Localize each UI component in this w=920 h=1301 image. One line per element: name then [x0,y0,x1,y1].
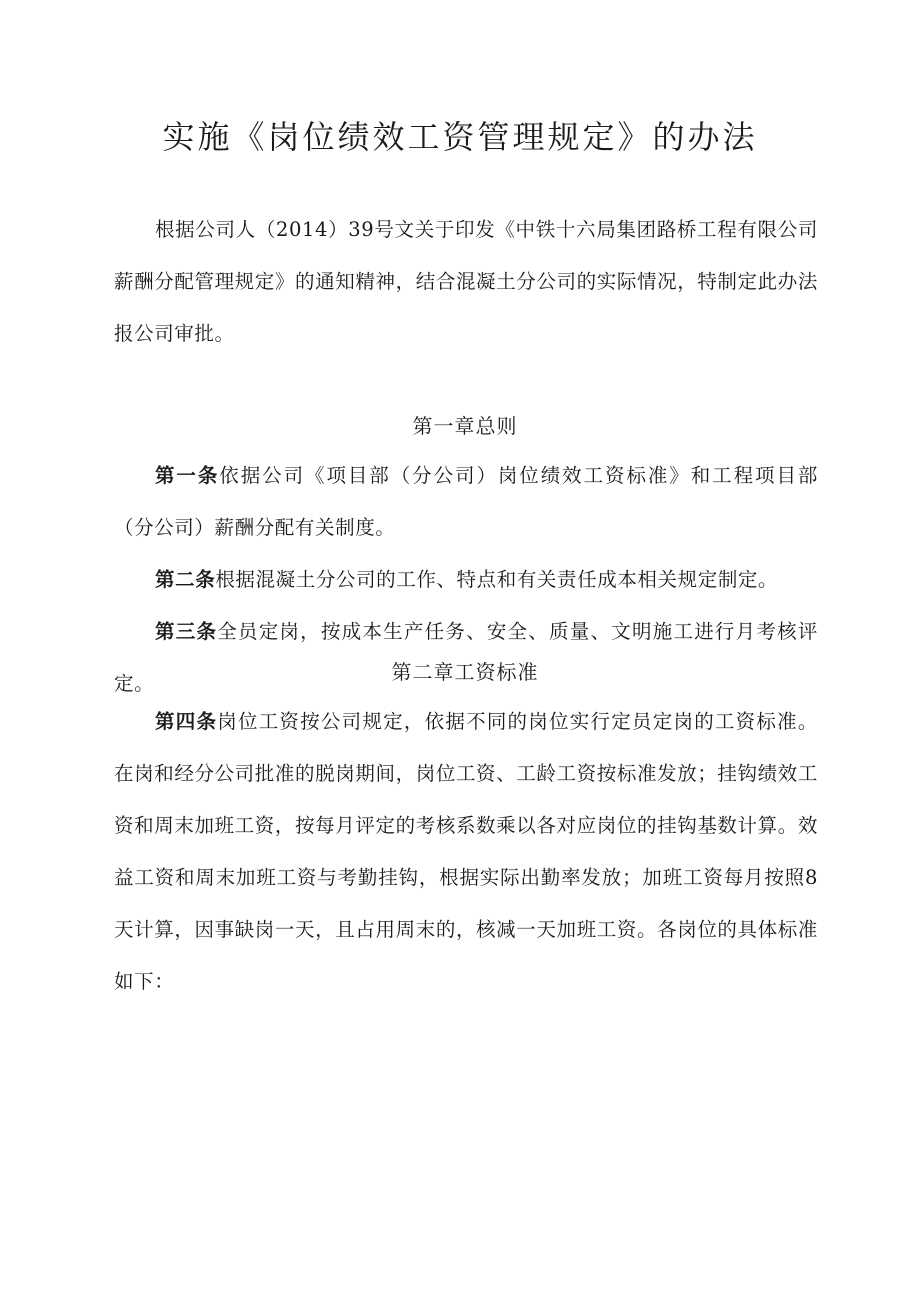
article-2-label: 第二条 [155,568,216,591]
article-4-text: 岗位工资按公司规定，依据不同的岗位实行定员定岗的工资标准。在岗和经分公司批准的脱岗期间，岗位工资、工龄工资按标准发放；挂钩绩效工资和周末加班工资，按每月评定的考核系数乘以各对应岗位的挂钩基数计算。效益工资和周末加班工资与考勤挂钩，根据实际出勤率发放；加班工资每月按照8天计算，因事缺岗一天，且占用周末的，核减一天加班工资。各岗位的具体标准如下： [114,710,818,993]
article-1 [114,450,818,554]
article-2-text: 根据混凝土分公司的工作、特点和有关责任成本相关规定制定。 [215,568,779,591]
chapter-2-heading: 第二章工资标准 [391,660,539,684]
article-4-label: 第四条 [155,710,218,733]
intro-paragraph: 根据公司人（2014）39号文关于印发《中铁十六局集团路桥工程有限公司薪酬分配管理规定》的通知精神，结合混凝土分公司的实际情况，特制定此办法报公司审批。 [114,218,818,345]
article-1-label: 第一条 [155,464,220,487]
article-1-text: 依据公司《项目部（分公司）岗位绩效工资标准》和工程项目部（分公司）薪酬分配有关制度。 [114,464,818,539]
article-3-text: 全员定岗，按成本生产任务、安全、质量、文明施工进行月考核评定。 [114,620,818,695]
article-2 [114,554,818,606]
document-title: 实施《岗位绩效工资管理规定》的办法 [162,118,758,156]
article-4 [114,696,818,1008]
article-3-label: 第三条 [155,620,218,643]
chapter-1-heading: 第一章总则 [412,414,518,438]
